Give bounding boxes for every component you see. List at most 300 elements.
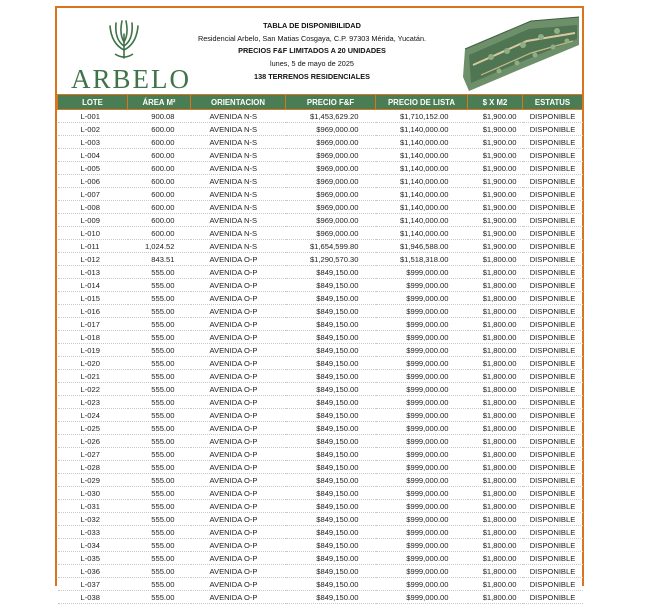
precio-m2-cell: $1,800.00 xyxy=(468,448,523,461)
precio-m2-cell: $1,900.00 xyxy=(468,149,523,162)
precio-m2-cell: $1,800.00 xyxy=(468,279,523,292)
precio-m2-cell: $1,800.00 xyxy=(468,474,523,487)
table-row xyxy=(58,162,583,175)
table-row xyxy=(58,123,583,136)
precio-ff-cell: $849,150.00 xyxy=(286,331,376,344)
estatus-cell: DISPONIBLE xyxy=(523,539,583,552)
table-row xyxy=(58,539,583,552)
precio-ff-cell: $849,150.00 xyxy=(286,526,376,539)
precio-ff-cell: $849,150.00 xyxy=(286,344,376,357)
precio-m2-cell: $1,800.00 xyxy=(468,591,523,604)
lote-cell: L-025 xyxy=(58,422,128,435)
area-cell: 900.08 xyxy=(128,110,191,123)
table-row xyxy=(58,409,583,422)
precio-ff-cell: $849,150.00 xyxy=(286,565,376,578)
precio-m2-cell: $1,800.00 xyxy=(468,435,523,448)
precio-lista-cell: $999,000.00 xyxy=(376,331,468,344)
precio-lista-cell: $999,000.00 xyxy=(376,474,468,487)
estatus-cell: DISPONIBLE xyxy=(523,526,583,539)
table-row xyxy=(58,500,583,513)
estatus-cell: DISPONIBLE xyxy=(523,370,583,383)
precio-ff-cell: $969,000.00 xyxy=(286,136,376,149)
area-cell: 555.00 xyxy=(128,331,191,344)
precio-ff-cell: $849,150.00 xyxy=(286,435,376,448)
orientacion-cell: AVENIDA O-P xyxy=(191,396,286,409)
column-header-area: ÁREA M² xyxy=(128,95,191,110)
table-row xyxy=(58,292,583,305)
orientacion-cell: AVENIDA O-P xyxy=(191,578,286,591)
precio-lista-cell: $999,000.00 xyxy=(376,565,468,578)
precio-ff-cell: $849,150.00 xyxy=(286,279,376,292)
table-row xyxy=(58,344,583,357)
precio-m2-cell: $1,800.00 xyxy=(468,331,523,344)
column-header-lote: LOTE xyxy=(58,95,128,110)
table-row xyxy=(58,474,583,487)
estatus-cell: DISPONIBLE xyxy=(523,500,583,513)
orientacion-cell: AVENIDA O-P xyxy=(191,279,286,292)
precio-ff-cell: $849,150.00 xyxy=(286,409,376,422)
document-title: TABLA DE DISPONIBILIDAD xyxy=(263,21,361,30)
table-row xyxy=(58,396,583,409)
lote-cell: L-020 xyxy=(58,357,128,370)
estatus-cell: DISPONIBLE xyxy=(523,201,583,214)
lote-cell: L-007 xyxy=(58,188,128,201)
area-cell: 555.00 xyxy=(128,578,191,591)
precio-lista-cell: $999,000.00 xyxy=(376,461,468,474)
orientacion-cell: AVENIDA O-P xyxy=(191,383,286,396)
precio-lista-cell: $1,140,000.00 xyxy=(376,201,468,214)
precio-ff-cell: $849,150.00 xyxy=(286,422,376,435)
estatus-cell: DISPONIBLE xyxy=(523,591,583,604)
area-cell: 555.00 xyxy=(128,409,191,422)
estatus-cell: DISPONIBLE xyxy=(523,175,583,188)
lote-cell: L-009 xyxy=(58,214,128,227)
area-cell: 555.00 xyxy=(128,357,191,370)
precio-ff-cell: $969,000.00 xyxy=(286,162,376,175)
orientacion-cell: AVENIDA N-S xyxy=(191,149,286,162)
estatus-cell: DISPONIBLE xyxy=(523,448,583,461)
precio-m2-cell: $1,900.00 xyxy=(468,201,523,214)
document-header xyxy=(57,8,582,94)
orientacion-cell: AVENIDA O-P xyxy=(191,526,286,539)
precio-lista-cell: $999,000.00 xyxy=(376,539,468,552)
lote-cell: L-028 xyxy=(58,461,128,474)
precio-lista-cell: $1,140,000.00 xyxy=(376,136,468,149)
precio-lista-cell: $999,000.00 xyxy=(376,591,468,604)
lote-cell: L-030 xyxy=(58,487,128,500)
date-line: lunes, 5 de mayo de 2025 xyxy=(270,59,354,69)
estatus-cell: DISPONIBLE xyxy=(523,110,583,123)
table-row xyxy=(58,201,583,214)
table-row xyxy=(58,318,583,331)
precio-lista-cell: $999,000.00 xyxy=(376,357,468,370)
area-cell: 555.00 xyxy=(128,487,191,500)
estatus-cell: DISPONIBLE xyxy=(523,552,583,565)
lote-cell: L-037 xyxy=(58,578,128,591)
area-cell: 600.00 xyxy=(128,162,191,175)
lote-cell: L-008 xyxy=(58,201,128,214)
precio-m2-cell: $1,900.00 xyxy=(468,136,523,149)
lote-cell: L-002 xyxy=(58,123,128,136)
area-cell: 600.00 xyxy=(128,175,191,188)
precio-m2-cell: $1,800.00 xyxy=(468,565,523,578)
orientacion-cell: AVENIDA N-S xyxy=(191,110,286,123)
precio-ff-cell: $849,150.00 xyxy=(286,357,376,370)
precio-ff-cell: $1,654,599.80 xyxy=(286,240,376,253)
orientacion-cell: AVENIDA O-P xyxy=(191,331,286,344)
table-row xyxy=(58,578,583,591)
document-info xyxy=(187,20,437,84)
table-header-row xyxy=(58,95,583,110)
area-cell: 555.00 xyxy=(128,344,191,357)
orientacion-cell: AVENIDA N-S xyxy=(191,201,286,214)
area-cell: 600.00 xyxy=(128,188,191,201)
precio-lista-cell: $999,000.00 xyxy=(376,513,468,526)
precio-ff-cell: $849,150.00 xyxy=(286,500,376,513)
precio-ff-cell: $849,150.00 xyxy=(286,383,376,396)
precio-ff-cell: $849,150.00 xyxy=(286,461,376,474)
table-row xyxy=(58,110,583,123)
orientacion-cell: AVENIDA O-P xyxy=(191,591,286,604)
table-row xyxy=(58,435,583,448)
precio-lista-cell: $999,000.00 xyxy=(376,448,468,461)
estatus-cell: DISPONIBLE xyxy=(523,474,583,487)
precio-ff-cell: $969,000.00 xyxy=(286,175,376,188)
lote-cell: L-010 xyxy=(58,227,128,240)
area-cell: 555.00 xyxy=(128,500,191,513)
precio-lista-cell: $1,140,000.00 xyxy=(376,188,468,201)
precio-lista-cell: $999,000.00 xyxy=(376,383,468,396)
precio-ff-cell: $849,150.00 xyxy=(286,318,376,331)
precio-ff-cell: $969,000.00 xyxy=(286,188,376,201)
table-row xyxy=(58,461,583,474)
precio-ff-cell: $1,453,629.20 xyxy=(286,110,376,123)
table-row xyxy=(58,526,583,539)
orientacion-cell: AVENIDA O-P xyxy=(191,539,286,552)
table-row xyxy=(58,383,583,396)
lote-cell: L-031 xyxy=(58,500,128,513)
precio-m2-cell: $1,800.00 xyxy=(468,305,523,318)
table-row xyxy=(58,448,583,461)
area-cell: 555.00 xyxy=(128,474,191,487)
column-header-orientacion: ORIENTACION xyxy=(191,95,286,110)
precio-lista-cell: $1,946,588.00 xyxy=(376,240,468,253)
table-row xyxy=(58,591,583,604)
precio-lista-cell: $999,000.00 xyxy=(376,526,468,539)
precio-m2-cell: $1,800.00 xyxy=(468,526,523,539)
lote-cell: L-017 xyxy=(58,318,128,331)
area-cell: 555.00 xyxy=(128,292,191,305)
table-row xyxy=(58,149,583,162)
precio-m2-cell: $1,900.00 xyxy=(468,227,523,240)
orientacion-cell: AVENIDA O-P xyxy=(191,461,286,474)
precio-m2-cell: $1,800.00 xyxy=(468,266,523,279)
estatus-cell: DISPONIBLE xyxy=(523,214,583,227)
area-cell: 555.00 xyxy=(128,448,191,461)
lote-cell: L-004 xyxy=(58,149,128,162)
precio-m2-cell: $1,800.00 xyxy=(468,539,523,552)
table-body xyxy=(58,110,583,604)
area-cell: 555.00 xyxy=(128,552,191,565)
orientacion-cell: AVENIDA O-P xyxy=(191,318,286,331)
precio-lista-cell: $999,000.00 xyxy=(376,318,468,331)
area-cell: 555.00 xyxy=(128,565,191,578)
precio-ff-cell: $1,290,570.30 xyxy=(286,253,376,266)
precio-m2-cell: $1,800.00 xyxy=(468,422,523,435)
orientacion-cell: AVENIDA O-P xyxy=(191,474,286,487)
palm-leaf-icon xyxy=(106,20,142,60)
precio-lista-cell: $999,000.00 xyxy=(376,422,468,435)
lote-cell: L-005 xyxy=(58,162,128,175)
lote-cell: L-001 xyxy=(58,110,128,123)
precio-ff-cell: $849,150.00 xyxy=(286,292,376,305)
estatus-cell: DISPONIBLE xyxy=(523,435,583,448)
lote-cell: L-012 xyxy=(58,253,128,266)
estatus-cell: DISPONIBLE xyxy=(523,331,583,344)
area-cell: 555.00 xyxy=(128,539,191,552)
site-plan-image xyxy=(461,15,579,91)
estatus-cell: DISPONIBLE xyxy=(523,487,583,500)
table-row xyxy=(58,305,583,318)
area-cell: 555.00 xyxy=(128,279,191,292)
lote-cell: L-006 xyxy=(58,175,128,188)
table-row xyxy=(58,565,583,578)
precio-m2-cell: $1,800.00 xyxy=(468,318,523,331)
area-cell: 555.00 xyxy=(128,318,191,331)
area-cell: 555.00 xyxy=(128,305,191,318)
table-row xyxy=(58,513,583,526)
area-cell: 1,024.52 xyxy=(128,240,191,253)
estatus-cell: DISPONIBLE xyxy=(523,344,583,357)
availability-table xyxy=(57,94,583,604)
lote-cell: L-034 xyxy=(58,539,128,552)
column-header-precio-m2: $ X M2 xyxy=(468,95,523,110)
precio-m2-cell: $1,900.00 xyxy=(468,240,523,253)
precio-lista-cell: $999,000.00 xyxy=(376,552,468,565)
precio-m2-cell: $1,800.00 xyxy=(468,344,523,357)
estatus-cell: DISPONIBLE xyxy=(523,266,583,279)
precio-m2-cell: $1,800.00 xyxy=(468,487,523,500)
precio-ff-cell: $969,000.00 xyxy=(286,227,376,240)
precio-ff-cell: $849,150.00 xyxy=(286,266,376,279)
area-cell: 555.00 xyxy=(128,422,191,435)
table-row xyxy=(58,227,583,240)
orientacion-cell: AVENIDA N-S xyxy=(191,214,286,227)
precio-ff-cell: $969,000.00 xyxy=(286,214,376,227)
precio-m2-cell: $1,900.00 xyxy=(468,123,523,136)
lote-cell: L-032 xyxy=(58,513,128,526)
estatus-cell: DISPONIBLE xyxy=(523,149,583,162)
precio-m2-cell: $1,800.00 xyxy=(468,253,523,266)
precio-m2-cell: $1,900.00 xyxy=(468,214,523,227)
orientacion-cell: AVENIDA N-S xyxy=(191,188,286,201)
estatus-cell: DISPONIBLE xyxy=(523,461,583,474)
orientacion-cell: AVENIDA N-S xyxy=(191,175,286,188)
estatus-cell: DISPONIBLE xyxy=(523,578,583,591)
precio-lista-cell: $999,000.00 xyxy=(376,305,468,318)
precio-ff-cell: $849,150.00 xyxy=(286,513,376,526)
precio-lista-cell: $999,000.00 xyxy=(376,279,468,292)
orientacion-cell: AVENIDA N-S xyxy=(191,162,286,175)
precio-m2-cell: $1,800.00 xyxy=(468,292,523,305)
area-cell: 555.00 xyxy=(128,383,191,396)
orientacion-cell: AVENIDA O-P xyxy=(191,435,286,448)
precio-m2-cell: $1,800.00 xyxy=(468,513,523,526)
area-cell: 555.00 xyxy=(128,513,191,526)
estatus-cell: DISPONIBLE xyxy=(523,513,583,526)
lote-cell: L-015 xyxy=(58,292,128,305)
precio-ff-cell: $969,000.00 xyxy=(286,149,376,162)
orientacion-cell: AVENIDA O-P xyxy=(191,357,286,370)
lote-cell: L-018 xyxy=(58,331,128,344)
estatus-cell: DISPONIBLE xyxy=(523,253,583,266)
estatus-cell: DISPONIBLE xyxy=(523,318,583,331)
orientacion-cell: AVENIDA O-P xyxy=(191,266,286,279)
precio-lista-cell: $999,000.00 xyxy=(376,266,468,279)
precio-lista-cell: $999,000.00 xyxy=(376,409,468,422)
area-cell: 555.00 xyxy=(128,461,191,474)
precio-lista-cell: $999,000.00 xyxy=(376,396,468,409)
area-cell: 600.00 xyxy=(128,227,191,240)
address-line: Residencial Arbelo, San Matias Cosgaya, C.P. 97303 Mérida, Yucatán. xyxy=(197,33,427,43)
table-row xyxy=(58,214,583,227)
estatus-cell: DISPONIBLE xyxy=(523,136,583,149)
lote-cell: L-016 xyxy=(58,305,128,318)
orientacion-cell: AVENIDA O-P xyxy=(191,487,286,500)
lote-cell: L-026 xyxy=(58,435,128,448)
table-row xyxy=(58,552,583,565)
orientacion-cell: AVENIDA N-S xyxy=(191,136,286,149)
lote-cell: L-019 xyxy=(58,344,128,357)
estatus-cell: DISPONIBLE xyxy=(523,357,583,370)
precio-lista-cell: $999,000.00 xyxy=(376,500,468,513)
lote-cell: L-014 xyxy=(58,279,128,292)
estatus-cell: DISPONIBLE xyxy=(523,279,583,292)
orientacion-cell: AVENIDA O-P xyxy=(191,552,286,565)
table-row xyxy=(58,136,583,149)
precio-ff-cell: $849,150.00 xyxy=(286,539,376,552)
lote-cell: L-036 xyxy=(58,565,128,578)
precio-lista-cell: $1,140,000.00 xyxy=(376,162,468,175)
precio-ff-cell: $849,150.00 xyxy=(286,474,376,487)
estatus-cell: DISPONIBLE xyxy=(523,123,583,136)
precio-ff-cell: $969,000.00 xyxy=(286,201,376,214)
precio-lista-cell: $1,140,000.00 xyxy=(376,123,468,136)
precio-lista-cell: $999,000.00 xyxy=(376,370,468,383)
estatus-cell: DISPONIBLE xyxy=(523,188,583,201)
precio-m2-cell: $1,900.00 xyxy=(468,110,523,123)
area-cell: 555.00 xyxy=(128,526,191,539)
area-cell: 600.00 xyxy=(128,123,191,136)
precio-lista-cell: $999,000.00 xyxy=(376,435,468,448)
orientacion-cell: AVENIDA O-P xyxy=(191,305,286,318)
estatus-cell: DISPONIBLE xyxy=(523,305,583,318)
precio-m2-cell: $1,800.00 xyxy=(468,578,523,591)
table-row xyxy=(58,188,583,201)
precio-ff-cell: $849,150.00 xyxy=(286,487,376,500)
precio-ff-cell: $969,000.00 xyxy=(286,123,376,136)
precio-m2-cell: $1,800.00 xyxy=(468,500,523,513)
orientacion-cell: AVENIDA O-P xyxy=(191,253,286,266)
orientacion-cell: AVENIDA O-P xyxy=(191,292,286,305)
precio-ff-cell: $849,150.00 xyxy=(286,370,376,383)
orientacion-cell: AVENIDA O-P xyxy=(191,513,286,526)
lote-cell: L-003 xyxy=(58,136,128,149)
precio-ff-cell: $849,150.00 xyxy=(286,305,376,318)
table-row xyxy=(58,370,583,383)
estatus-cell: DISPONIBLE xyxy=(523,292,583,305)
precio-m2-cell: $1,800.00 xyxy=(468,370,523,383)
orientacion-cell: AVENIDA O-P xyxy=(191,370,286,383)
lote-cell: L-023 xyxy=(58,396,128,409)
table-row xyxy=(58,175,583,188)
precio-lista-cell: $999,000.00 xyxy=(376,578,468,591)
orientacion-cell: AVENIDA O-P xyxy=(191,344,286,357)
orientacion-cell: AVENIDA N-S xyxy=(191,240,286,253)
lote-cell: L-024 xyxy=(58,409,128,422)
precio-lista-cell: $999,000.00 xyxy=(376,487,468,500)
precio-ff-cell: $849,150.00 xyxy=(286,396,376,409)
area-cell: 600.00 xyxy=(128,201,191,214)
lote-cell: L-033 xyxy=(58,526,128,539)
area-cell: 843.51 xyxy=(128,253,191,266)
precio-lista-cell: $999,000.00 xyxy=(376,344,468,357)
table-row xyxy=(58,279,583,292)
table-row xyxy=(58,240,583,253)
area-cell: 555.00 xyxy=(128,435,191,448)
precio-ff-cell: $849,150.00 xyxy=(286,578,376,591)
table-row xyxy=(58,487,583,500)
precio-lista-cell: $1,518,318.00 xyxy=(376,253,468,266)
area-cell: 555.00 xyxy=(128,396,191,409)
orientacion-cell: AVENIDA O-P xyxy=(191,422,286,435)
lote-cell: L-027 xyxy=(58,448,128,461)
precio-m2-cell: $1,800.00 xyxy=(468,461,523,474)
estatus-cell: DISPONIBLE xyxy=(523,565,583,578)
precio-ff-cell: $849,150.00 xyxy=(286,448,376,461)
lote-cell: L-021 xyxy=(58,370,128,383)
estatus-cell: DISPONIBLE xyxy=(523,422,583,435)
precio-m2-cell: $1,800.00 xyxy=(468,357,523,370)
precio-lista-cell: $1,710,152.00 xyxy=(376,110,468,123)
lote-cell: L-035 xyxy=(58,552,128,565)
area-cell: 555.00 xyxy=(128,591,191,604)
orientacion-cell: AVENIDA N-S xyxy=(191,123,286,136)
precio-m2-cell: $1,800.00 xyxy=(468,409,523,422)
estatus-cell: DISPONIBLE xyxy=(523,383,583,396)
estatus-cell: DISPONIBLE xyxy=(523,227,583,240)
table-row xyxy=(58,422,583,435)
precio-m2-cell: $1,800.00 xyxy=(468,552,523,565)
precio-m2-cell: $1,900.00 xyxy=(468,188,523,201)
estatus-cell: DISPONIBLE xyxy=(523,162,583,175)
lots-count: 138 TERRENOS RESIDENCIALES xyxy=(254,71,370,81)
precio-m2-cell: $1,900.00 xyxy=(468,175,523,188)
precio-lista-cell: $1,140,000.00 xyxy=(376,214,468,227)
table-row xyxy=(58,253,583,266)
lote-cell: L-013 xyxy=(58,266,128,279)
precio-m2-cell: $1,800.00 xyxy=(468,396,523,409)
precio-lista-cell: $1,140,000.00 xyxy=(376,175,468,188)
orientacion-cell: AVENIDA O-P xyxy=(191,448,286,461)
orientacion-cell: AVENIDA O-P xyxy=(191,500,286,513)
estatus-cell: DISPONIBLE xyxy=(523,409,583,422)
lote-cell: L-029 xyxy=(58,474,128,487)
precio-m2-cell: $1,800.00 xyxy=(468,383,523,396)
arbelo-logo xyxy=(71,16,191,96)
table-row xyxy=(58,266,583,279)
orientacion-cell: AVENIDA O-P xyxy=(191,409,286,422)
